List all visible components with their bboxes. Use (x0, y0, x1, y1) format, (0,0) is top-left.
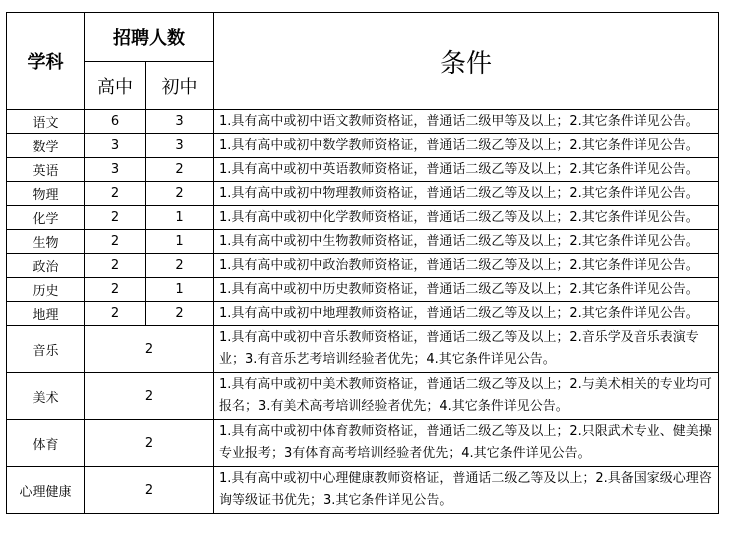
condition-cell: 1.具有高中或初中语文教师资格证，普通话二级甲等及以上；2.其它条件详见公告。 (214, 110, 719, 134)
junior-count-cell: 1 (146, 230, 214, 254)
junior-count-cell: 1 (146, 206, 214, 230)
count-cell: 2 (85, 420, 214, 467)
table-row (7, 254, 719, 278)
subject-cell: 心理健康 (7, 467, 85, 514)
condition-cell: 1.具有高中或初中化学教师资格证，普通话二级乙等及以上；2.其它条件详见公告。 (214, 206, 719, 230)
junior-count-cell: 3 (146, 134, 214, 158)
junior-count-cell: 2 (146, 182, 214, 206)
subject-cell: 政治 (7, 254, 85, 278)
senior-header: 高中 (85, 62, 146, 110)
subject-cell: 语文 (7, 110, 85, 134)
table-row (7, 230, 719, 254)
senior-count-cell: 2 (85, 278, 146, 302)
senior-count-cell: 3 (85, 134, 146, 158)
senior-count-cell: 6 (85, 110, 146, 134)
table-row (7, 467, 719, 514)
count-cell: 2 (85, 373, 214, 420)
table-row (7, 158, 719, 182)
condition-cell: 1.具有高中或初中心理健康教师资格证，普通话二级乙等及以上；2.具备国家级心理咨询等级证书优先；3.其它条件详见公告。 (214, 467, 719, 514)
junior-count-cell: 2 (146, 254, 214, 278)
condition-cell: 1.具有高中或初中音乐教师资格证，普通话二级乙等及以上；2.音乐学及音乐表演专业；3.有音乐艺考培训经验者优先；4.其它条件详见公告。 (214, 326, 719, 373)
condition-cell: 1.具有高中或初中英语教师资格证，普通话二级乙等及以上；2.其它条件详见公告。 (214, 158, 719, 182)
subject-cell: 数学 (7, 134, 85, 158)
subject-cell: 地理 (7, 302, 85, 326)
condition-cell: 1.具有高中或初中体育教师资格证，普通话二级乙等及以上；2.只限武术专业、健美操专业报考；3有体育高考培训经验者优先；4.其它条件详见公告。 (214, 420, 719, 467)
condition-cell: 1.具有高中或初中数学教师资格证，普通话二级乙等及以上；2.其它条件详见公告。 (214, 134, 719, 158)
senior-count-cell: 2 (85, 182, 146, 206)
senior-count-cell: 2 (85, 254, 146, 278)
junior-count-cell: 2 (146, 158, 214, 182)
subject-header: 学科 (7, 13, 85, 110)
table-row (7, 182, 719, 206)
senior-count-cell: 2 (85, 302, 146, 326)
count-cell: 2 (85, 467, 214, 514)
table-row (7, 278, 719, 302)
table-row (7, 420, 719, 467)
conditions-header: 条件 (214, 13, 719, 110)
junior-header: 初中 (146, 62, 214, 110)
table-row (7, 134, 719, 158)
subject-cell: 美术 (7, 373, 85, 420)
table-row (7, 326, 719, 373)
table-row (7, 206, 719, 230)
senior-count-cell: 3 (85, 158, 146, 182)
junior-count-cell: 1 (146, 278, 214, 302)
condition-cell: 1.具有高中或初中物理教师资格证，普通话二级乙等及以上；2.其它条件详见公告。 (214, 182, 719, 206)
subject-cell: 物理 (7, 182, 85, 206)
subject-cell: 历史 (7, 278, 85, 302)
condition-cell: 1.具有高中或初中生物教师资格证，普通话二级乙等及以上；2.其它条件详见公告。 (214, 230, 719, 254)
condition-cell: 1.具有高中或初中历史教师资格证，普通话二级乙等及以上；2.其它条件详见公告。 (214, 278, 719, 302)
condition-cell: 1.具有高中或初中政治教师资格证，普通话二级乙等及以上；2.其它条件详见公告。 (214, 254, 719, 278)
subject-cell: 音乐 (7, 326, 85, 373)
subject-cell: 英语 (7, 158, 85, 182)
table-row (7, 110, 719, 134)
senior-count-cell: 2 (85, 206, 146, 230)
quota-header: 招聘人数 (85, 13, 214, 62)
count-cell: 2 (85, 326, 214, 373)
junior-count-cell: 2 (146, 302, 214, 326)
junior-count-cell: 3 (146, 110, 214, 134)
subject-cell: 体育 (7, 420, 85, 467)
condition-cell: 1.具有高中或初中地理教师资格证，普通话二级乙等及以上；2.其它条件详见公告。 (214, 302, 719, 326)
table-row (7, 302, 719, 326)
senior-count-cell: 2 (85, 230, 146, 254)
recruitment-table (6, 12, 719, 514)
subject-cell: 生物 (7, 230, 85, 254)
table-row (7, 373, 719, 420)
subject-cell: 化学 (7, 206, 85, 230)
condition-cell: 1.具有高中或初中美术教师资格证，普通话二级乙等及以上；2.与美术相关的专业均可报名；3.有美术高考培训经验者优先；4.其它条件详见公告。 (214, 373, 719, 420)
